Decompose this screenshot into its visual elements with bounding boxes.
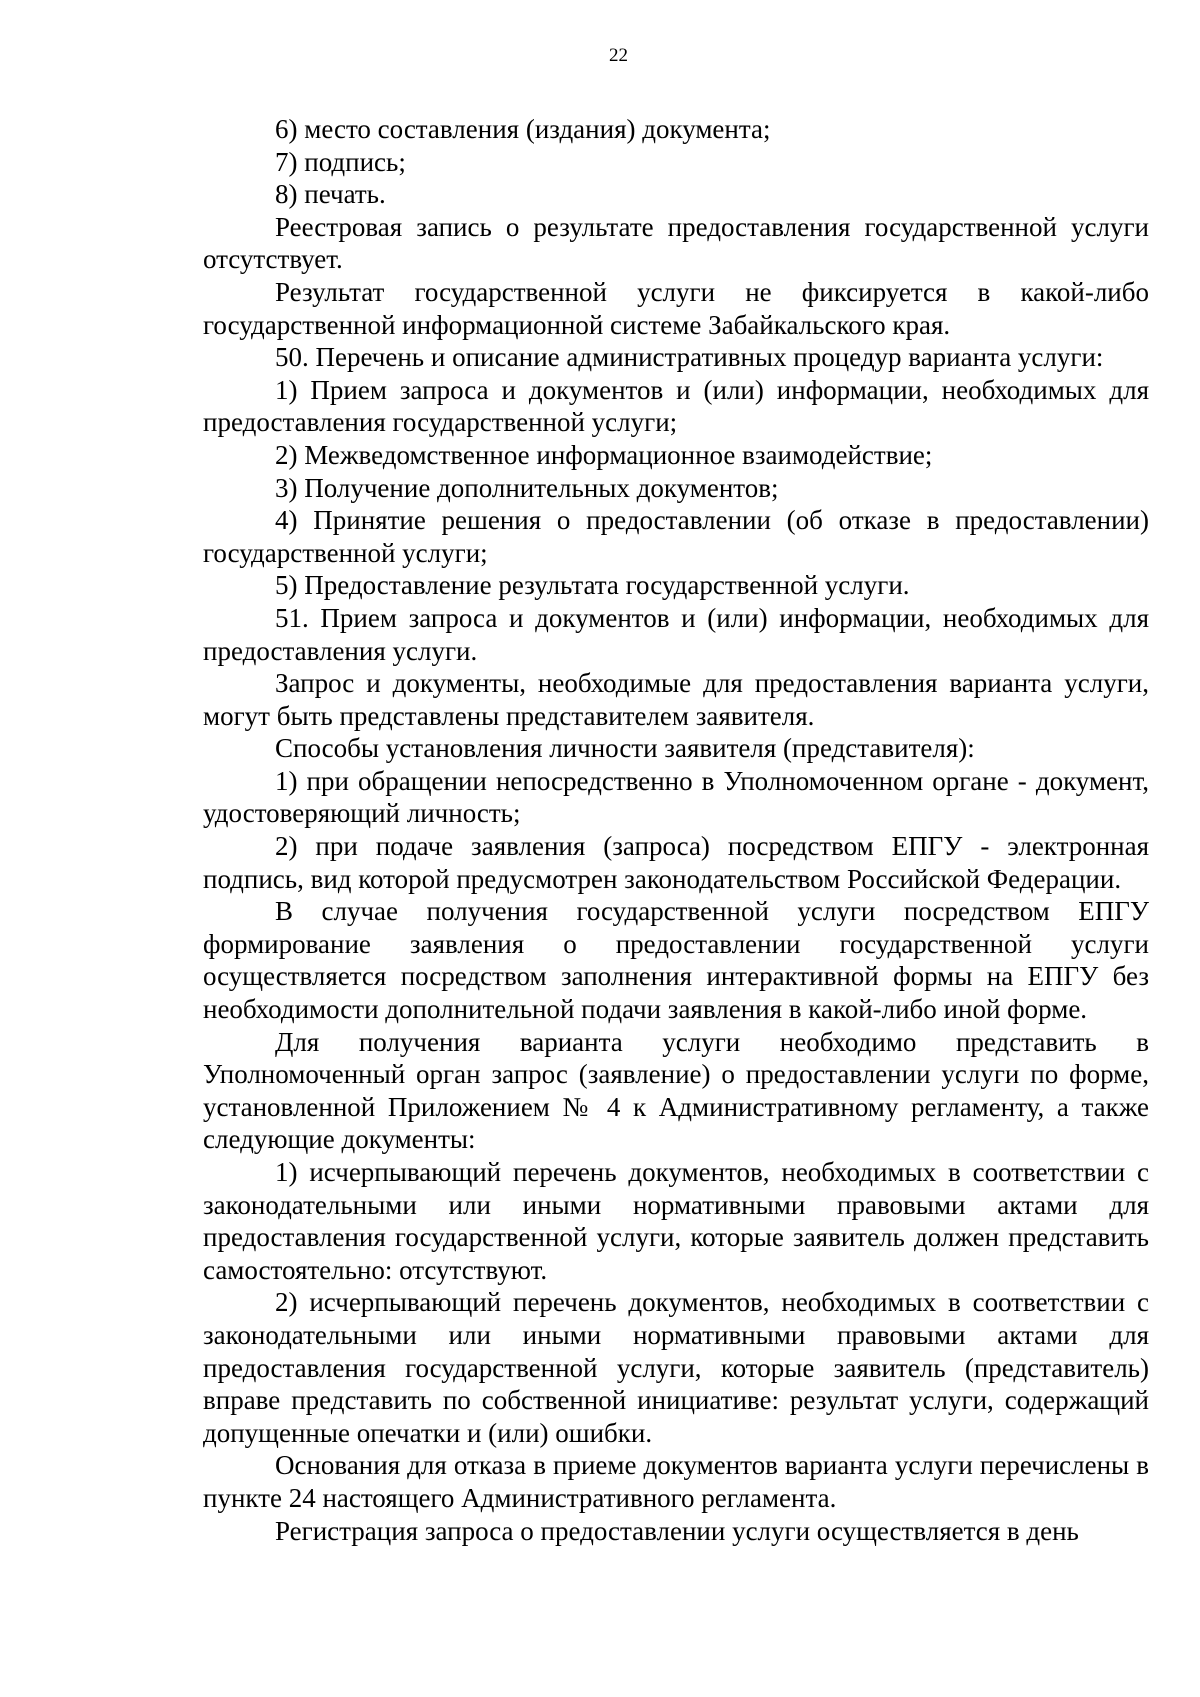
identity-method-1: 1) при обращении непосредственно в Уполномоченном органе - документ, удостоверяющий личность;: [203, 765, 1149, 829]
paragraph-identity-methods: Способы установления личности заявителя (представителя):: [275, 733, 975, 764]
document-list-item-2: 2) исчерпывающий перечень документов, необходимых в соответствии с законодательными или иными нормативными правовыми актами для предоставления государственной услуги, которые заявитель (представитель) вправе представить по собственной инициативе: результат услуги, содержащий допущенные опечатки и (или) ошибки.: [203, 1287, 1149, 1448]
list-item-7: 7) подпись;: [275, 146, 406, 177]
list-item-8: 8) печать.: [275, 179, 386, 210]
procedure-item-3: 3) Получение дополнительных документов;: [275, 472, 779, 503]
procedure-item-4: 4) Принятие решения о предоставлении (об отказе в предоставлении) государственной услуги;: [203, 505, 1149, 568]
procedure-item-2: 2) Межведомственное информационное взаимодействие;: [275, 439, 933, 470]
procedure-item-1: 1) Прием запроса и документов и (или) информации, необходимых для предоставления государственной услуги;: [203, 374, 1149, 438]
list-item-6: 6) место составления (издания) документа;: [275, 114, 771, 144]
paragraph-refusal-grounds: Основания для отказа в приеме документов варианта услуги перечислены в пункте 24 настоящего Административного регламента.: [203, 1450, 1149, 1513]
procedure-item-5: 5) Предоставление результата государственной услуги.: [275, 570, 910, 601]
paragraph-result-not-recorded: Результат государственной услуги не фиксируется в какой-либо государственной информационной системе Забайкальского края.: [203, 276, 1149, 340]
page-number: 22: [609, 45, 628, 66]
paragraph-epgu-form: В случае получения государственной услуги посредством ЕПГУ формирование заявления о предоставлении государственной услуги осуществляется посредством заполнения интерактивной формы на ЕПГУ без необходимости дополнительной подачи заявления в какой-либо иной форме.: [203, 896, 1149, 1025]
paragraph-required-submission: Для получения варианта услуги необходимо представить в Уполномоченный орган запрос (заявление) о предоставлении услуги по форме, установленной Приложением № 4 к Административному регламенту, а также следующие документы:: [203, 1026, 1149, 1155]
document-body: [203, 113, 1149, 1547]
identity-method-2: 2) при подаче заявления (запроса) посредством ЕПГУ - электронная подпись, вид которой предусмотрен законодательством Российской Федерации.: [203, 831, 1149, 894]
section-51-heading: 51. Прием запроса и документов и (или) информации, необходимых для предоставления услуги.: [203, 602, 1149, 666]
paragraph-registration: Регистрация запроса о предоставлении услуги осуществляется в день: [275, 1515, 1079, 1546]
paragraph-registry-record: Реестровая запись о результате предоставления государственной услуги отсутствует.: [203, 211, 1149, 275]
document-list-item-1: 1) исчерпывающий перечень документов, необходимых в соответствии с законодательными или иными нормативными правовыми актами для предоставления государственной услуги, которые заявитель должен представить самостоятельно: отсутствуют.: [203, 1157, 1149, 1285]
section-50-heading: 50. Перечень и описание административных процедур варианта услуги:: [275, 342, 1104, 373]
paragraph-representative: Запрос и документы, необходимые для предоставления варианта услуги, могут быть представлены представителем заявителя.: [203, 668, 1149, 731]
